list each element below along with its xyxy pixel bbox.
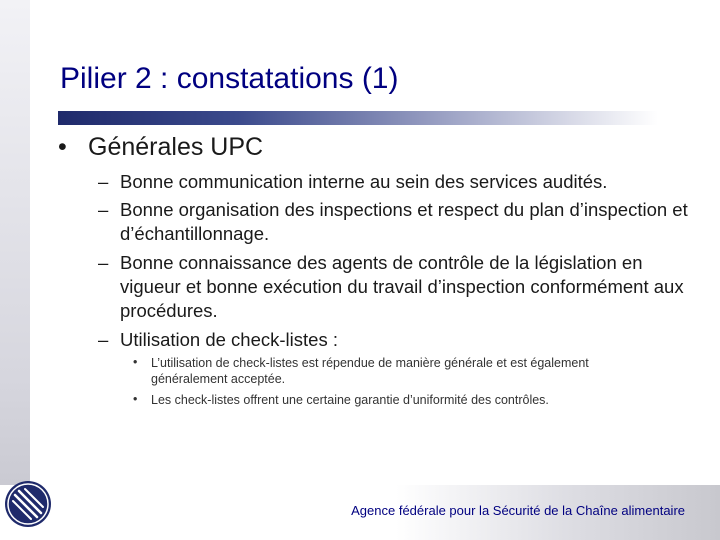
bullet-glyph: • — [58, 133, 67, 161]
dash-glyph: – — [98, 329, 109, 350]
sub-list-item-text: L’utilisation de check-listes est répendue de manière générale et est également généralement acceptée. — [151, 356, 589, 386]
list-item-text: Bonne connaissance des agents de contrôle de la législation en vigueur et bonne exécution du travail d’inspection conformément aux procédures. — [120, 252, 684, 321]
afsca-logo-icon — [3, 479, 53, 529]
title-underline-rule — [58, 111, 658, 125]
slide-title: Pilier 2 : constatations (1) — [60, 62, 399, 95]
sub-bullet-glyph: • — [133, 355, 138, 369]
list-item-text: Utilisation de check-listes : — [120, 329, 338, 350]
left-decorative-bar — [0, 0, 30, 540]
dash-glyph: – — [98, 199, 109, 220]
sub-bullet-glyph: • — [133, 392, 138, 406]
dash-glyph: – — [98, 252, 109, 273]
dash-glyph: – — [98, 171, 109, 192]
heading-text: Générales UPC — [88, 133, 264, 161]
list-item-text: Bonne organisation des inspections et respect du plan d’inspection et d’échantillonnage. — [120, 199, 688, 244]
sub-list-item-text: Les check-listes offrent une certaine garantie d’uniformité des contrôles. — [151, 393, 549, 407]
footer-agency-name: Agence fédérale pour la Sécurité de la Chaîne alimentaire — [351, 503, 685, 518]
list-item-text: Bonne communication interne au sein des services audités. — [120, 171, 608, 192]
